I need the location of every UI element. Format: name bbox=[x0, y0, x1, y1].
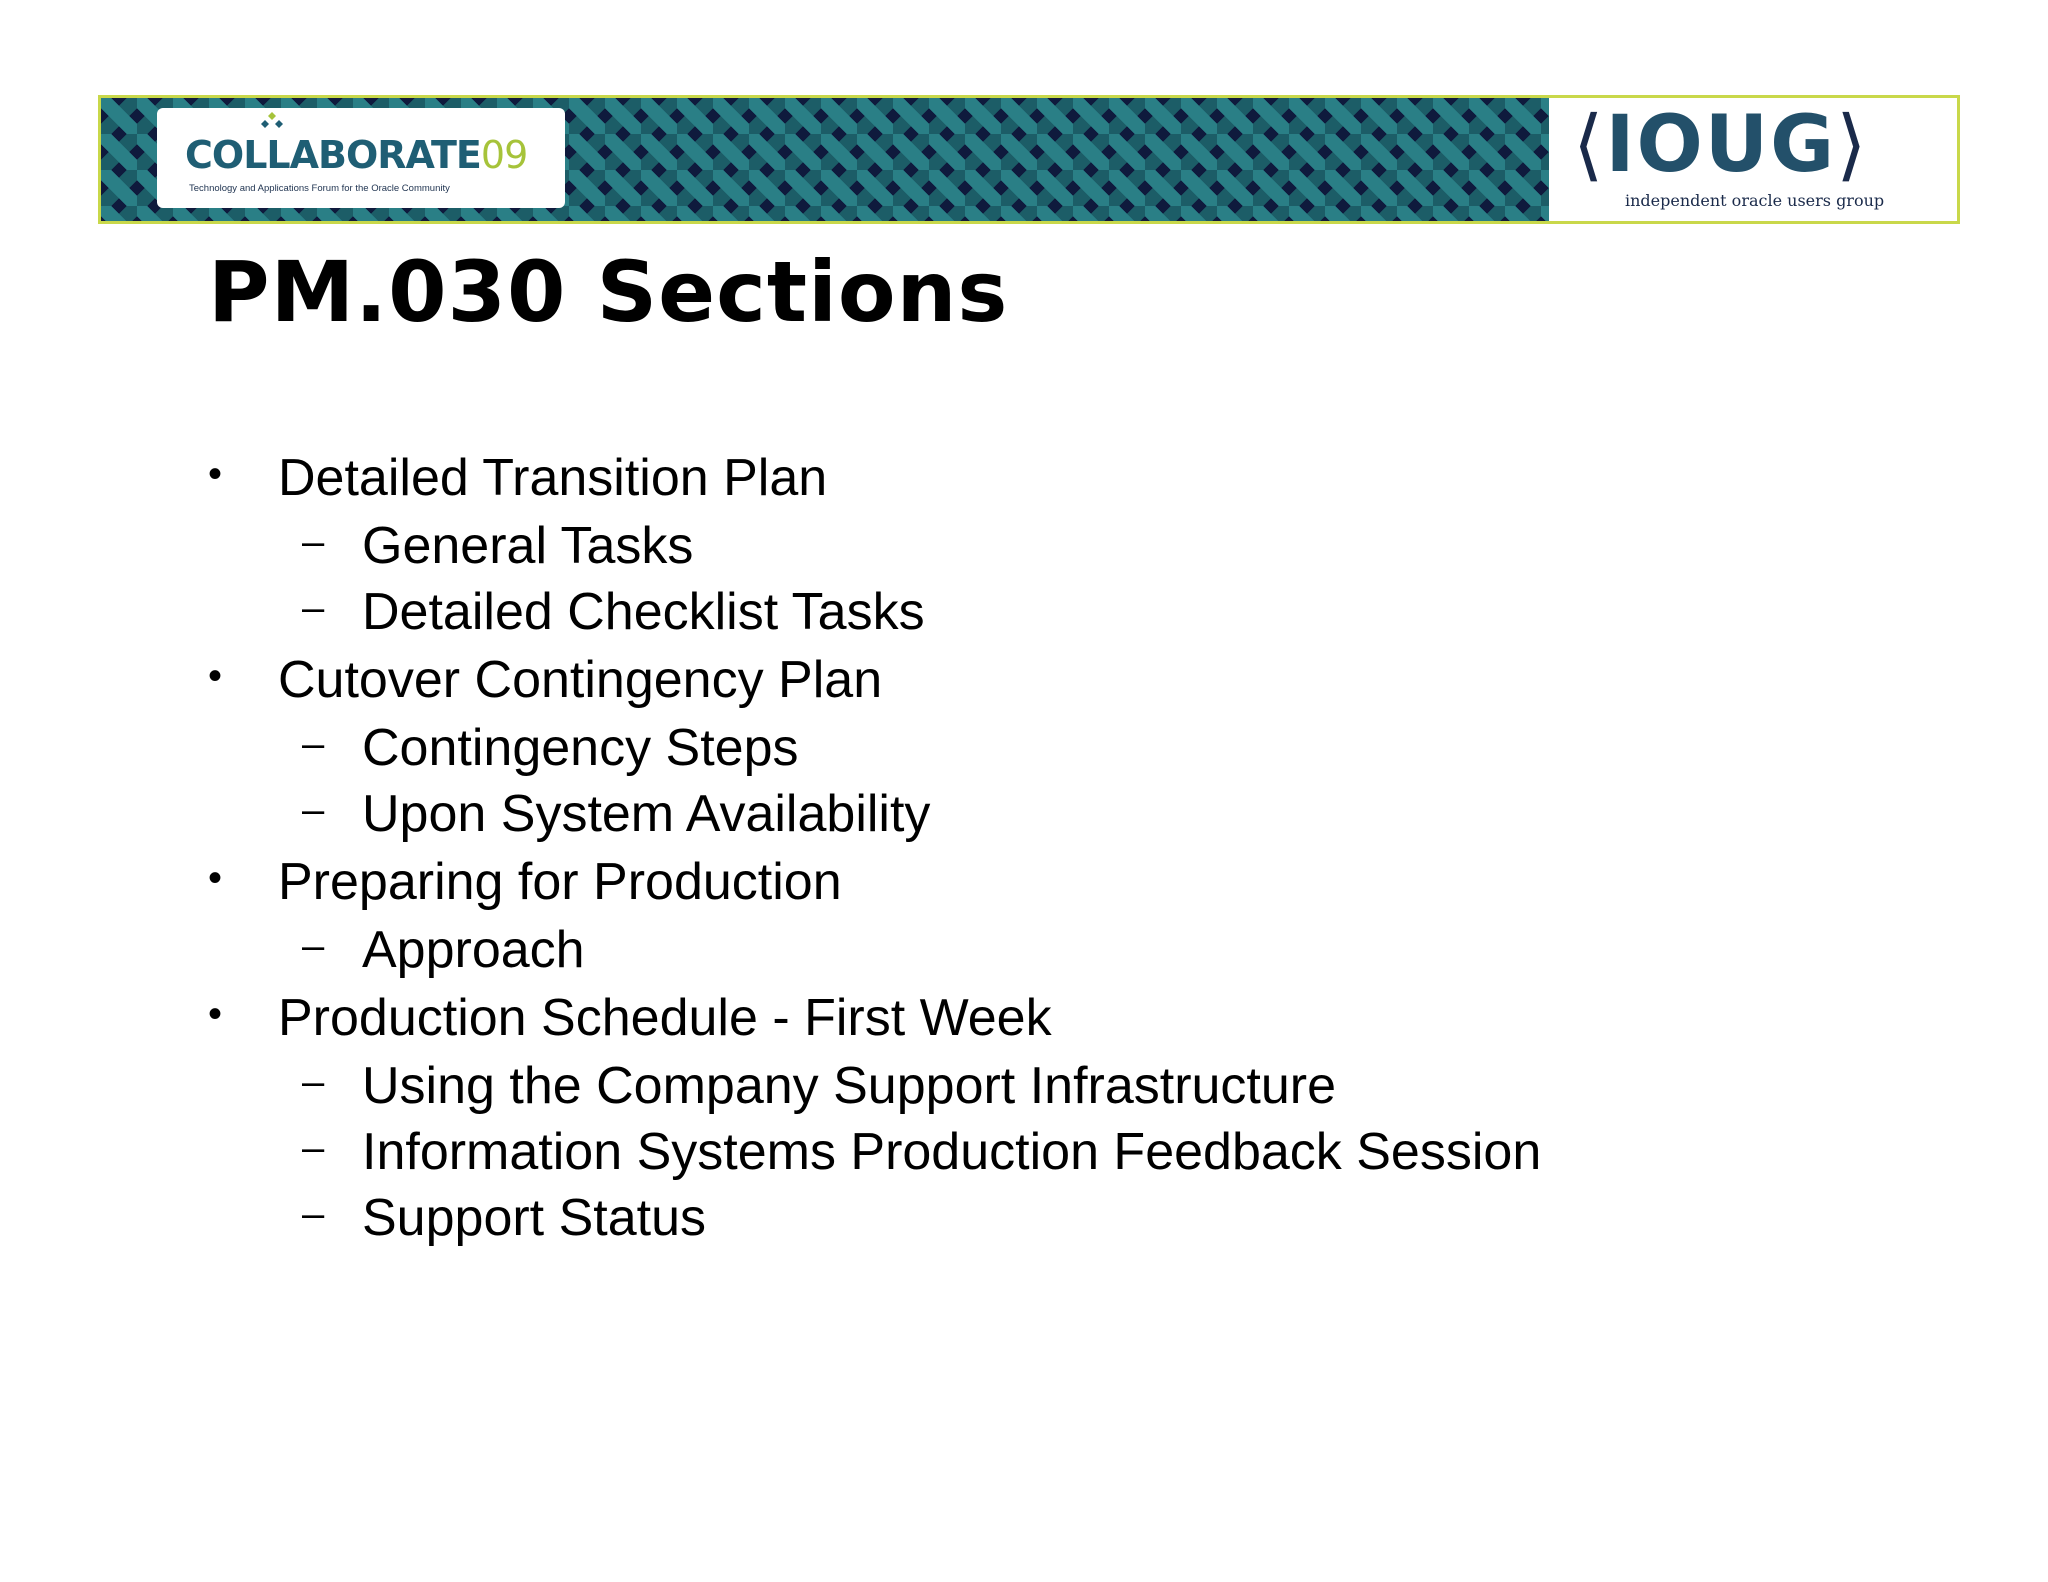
sub-bullet-label: Approach bbox=[362, 921, 585, 979]
collaborate-wordmark bbox=[185, 133, 528, 177]
slide-title: PM.030 Sections bbox=[208, 243, 1009, 341]
bullet-dot: • bbox=[208, 856, 223, 900]
sub-bullet-label: Detailed Checklist Tasks bbox=[362, 583, 925, 641]
collaborate-tagline: Technology and Applications Forum for the Oracle Community bbox=[189, 183, 450, 194]
sub-bullet-dash: – bbox=[302, 1192, 325, 1236]
header-banner bbox=[98, 95, 1960, 224]
sub-bullet-dash: – bbox=[302, 788, 325, 832]
ioug-letters: IOUG bbox=[1605, 100, 1837, 190]
sub-bullet-dash: – bbox=[302, 1126, 325, 1170]
sub-bullet-label: Using the Company Support Infrastructure bbox=[362, 1057, 1337, 1115]
ioug-logo bbox=[1549, 98, 1957, 221]
ioug-wordmark bbox=[1573, 100, 1869, 190]
collaborate-year: 09 bbox=[480, 133, 528, 177]
ioug-close-bracket: ⟩ bbox=[1836, 100, 1869, 190]
bullet-label: Preparing for Production bbox=[278, 853, 842, 911]
sub-bullet-dash: – bbox=[302, 722, 325, 766]
sub-bullet-label: Support Status bbox=[362, 1189, 706, 1247]
sub-bullet-dash: – bbox=[302, 520, 325, 564]
sub-bullet-dash: – bbox=[302, 586, 325, 630]
ioug-subtitle: independent oracle users group bbox=[1625, 191, 1885, 210]
bullet-label: Detailed Transition Plan bbox=[278, 449, 828, 507]
ioug-open-bracket: ⟨ bbox=[1573, 100, 1606, 190]
bullet-label: Production Schedule - First Week bbox=[278, 989, 1052, 1047]
sub-bullet-dash: – bbox=[302, 1060, 325, 1104]
sub-bullet-dash: – bbox=[302, 924, 325, 968]
bullet-dot: • bbox=[208, 654, 223, 698]
sub-bullet-label: General Tasks bbox=[362, 517, 694, 575]
sub-bullet-label: Information Systems Production Feedback Session bbox=[362, 1123, 1542, 1181]
collaborate-logo bbox=[157, 108, 565, 208]
sub-bullet-label: Contingency Steps bbox=[362, 719, 799, 777]
bullet-label: Cutover Contingency Plan bbox=[278, 651, 883, 709]
collaborate-word: COLLABORATE bbox=[185, 133, 481, 177]
collaborate-diamond-icon bbox=[257, 112, 287, 132]
bullet-dot: • bbox=[208, 992, 223, 1036]
sub-bullet-label: Upon System Availability bbox=[362, 785, 931, 843]
bullet-dot: • bbox=[208, 452, 223, 496]
